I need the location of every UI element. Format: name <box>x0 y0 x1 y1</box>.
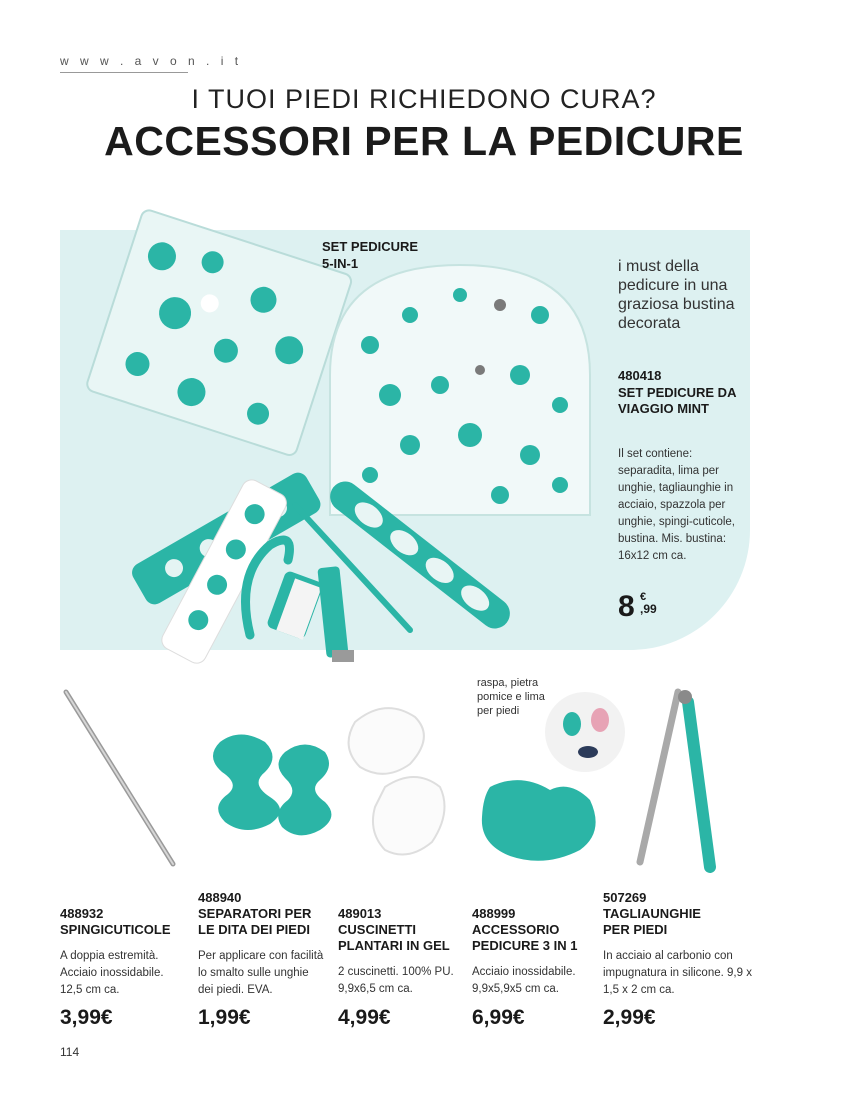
nail-brush-image <box>246 540 325 640</box>
product-description: Per applicare con facilità lo smalto sulle unghie dei piedi. EVA. <box>198 950 324 996</box>
page-number: 114 <box>60 1045 80 1059</box>
hero-label <box>322 238 418 272</box>
hero-price-decimals: ,99 <box>640 602 657 616</box>
product-488940 <box>198 890 338 999</box>
product-description: In acciaio al carbonio con impugnatura in silicone. 9,9 x 1,5 x 2 cm ca. <box>603 950 752 996</box>
product-489013 <box>338 906 478 998</box>
hero-label-line2: 5-IN-1 <box>322 256 359 271</box>
product-507269 <box>603 890 752 999</box>
hero-label-line1: SET PEDICURE <box>322 239 419 254</box>
hero-product-name: SET PEDICURE DA VIAGGIO MINT <box>618 385 736 416</box>
product-code: 488932 <box>60 906 104 921</box>
product-code: 488999 <box>472 906 516 921</box>
hero-price-fraction <box>640 592 657 614</box>
product-price: 3,99€ <box>60 1006 113 1029</box>
hero-product-description: Il set contiene: separadita, lima per unghie, tagliaunghie in acciaio, spazzola per unghie, spingi-cuticole, bustina. Mis. bustina: 16x12 cm ca. <box>618 448 735 562</box>
product-price: 1,99€ <box>198 1006 251 1029</box>
site-url: w w w . a v o n . i t <box>60 54 243 68</box>
product-488932 <box>60 906 200 999</box>
gel-cushions-product-image <box>349 708 445 854</box>
page-title: ACCESSORI PER LA PEDICURE <box>104 118 744 164</box>
product-images <box>40 672 780 882</box>
product-name: SPINGICUTICOLE <box>60 922 171 937</box>
product-name: CUSCINETTI PLANTARI IN GEL <box>338 922 450 953</box>
hero-price-currency: € <box>640 591 647 603</box>
site-underline <box>60 72 188 73</box>
product-price: 6,99€ <box>472 1006 525 1029</box>
product-description: Acciaio inossidabile. 9,9x5,9x5 cm ca. <box>472 966 576 995</box>
product-description: 2 cuscinetti. 100% PU. 9,9x6,5 cm ca. <box>338 966 454 995</box>
nail-clipper-small-image <box>317 566 354 662</box>
toe-separators-product-image <box>213 735 331 836</box>
square-pouch-image <box>85 208 353 457</box>
toenail-clipper-product-image <box>640 690 710 867</box>
product-code: 507269 <box>603 890 647 905</box>
product-price: 4,99€ <box>338 1006 391 1029</box>
product-name: ACCESSORIO PEDICURE 3 IN 1 <box>472 922 578 953</box>
arched-pouch-image <box>330 265 590 515</box>
cuticle-pusher-product-image <box>66 692 173 864</box>
product-488999 <box>472 906 612 998</box>
product-code: 489013 <box>338 906 382 921</box>
product-price: 2,99€ <box>603 1006 656 1029</box>
product-name: SEPARATORI PER LE DITA DEI PIEDI <box>198 906 312 937</box>
page-subtitle: I TUOI PIEDI RICHIEDONO CURA? <box>191 84 657 114</box>
product-code: 488940 <box>198 890 242 905</box>
accessory-note: raspa, pietra pomice e lima per piedi <box>477 677 545 717</box>
hero-tagline: i must della pedicure in una graziosa bustina decorata <box>618 258 735 332</box>
hero-price-integer: 8 <box>618 590 634 623</box>
hero-product-code: 480418 <box>618 368 662 383</box>
product-name: TAGLIAUNGHIE PER PIEDI <box>603 906 701 937</box>
product-description: A doppia estremità. Acciaio inossidabile. 12,5 cm ca. <box>60 950 164 996</box>
